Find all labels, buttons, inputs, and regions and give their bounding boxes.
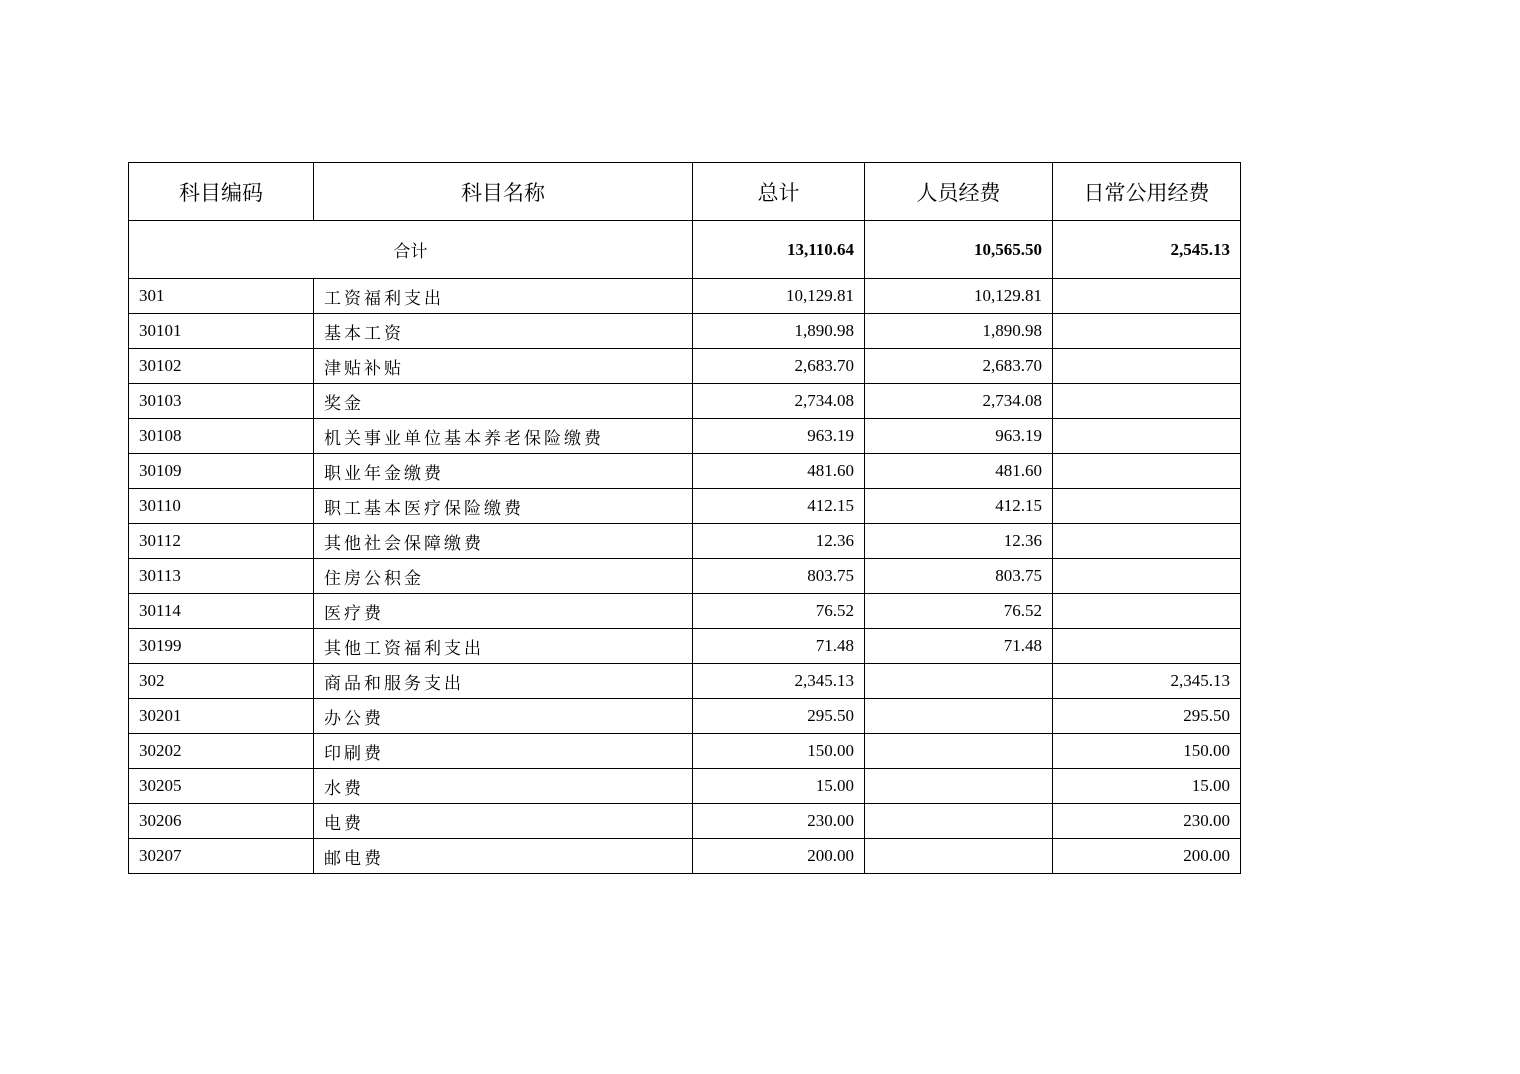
row-staff: 803.75 xyxy=(865,559,1053,594)
row-code: 30103 xyxy=(129,384,314,419)
row-name: 职工基本医疗保险缴费 xyxy=(314,489,693,524)
row-total: 200.00 xyxy=(693,839,865,874)
table-row xyxy=(129,664,1241,699)
row-name: 其他社会保障缴费 xyxy=(314,524,693,559)
table-row xyxy=(129,314,1241,349)
budget-table xyxy=(128,162,1241,874)
row-code: 30114 xyxy=(129,594,314,629)
row-total: 963.19 xyxy=(693,419,865,454)
summary-daily: 2,545.13 xyxy=(1053,221,1241,279)
row-daily xyxy=(1053,559,1241,594)
row-name: 商品和服务支出 xyxy=(314,664,693,699)
row-daily xyxy=(1053,594,1241,629)
row-total: 295.50 xyxy=(693,699,865,734)
header-total: 总计 xyxy=(693,163,865,221)
row-code: 302 xyxy=(129,664,314,699)
row-daily xyxy=(1053,629,1241,664)
table-row xyxy=(129,349,1241,384)
summary-total: 13,110.64 xyxy=(693,221,865,279)
header-daily: 日常公用经费 xyxy=(1053,163,1241,221)
row-staff: 481.60 xyxy=(865,454,1053,489)
row-code: 30113 xyxy=(129,559,314,594)
table-row xyxy=(129,769,1241,804)
row-staff: 10,129.81 xyxy=(865,279,1053,314)
row-name: 奖金 xyxy=(314,384,693,419)
row-staff xyxy=(865,699,1053,734)
row-total: 12.36 xyxy=(693,524,865,559)
header-name: 科目名称 xyxy=(314,163,693,221)
row-name: 工资福利支出 xyxy=(314,279,693,314)
row-staff xyxy=(865,664,1053,699)
summary-staff: 10,565.50 xyxy=(865,221,1053,279)
row-code: 30109 xyxy=(129,454,314,489)
row-name: 住房公积金 xyxy=(314,559,693,594)
table-row xyxy=(129,734,1241,769)
summary-label: 合计 xyxy=(129,221,693,279)
row-code: 301 xyxy=(129,279,314,314)
row-daily: 295.50 xyxy=(1053,699,1241,734)
header-code: 科目编码 xyxy=(129,163,314,221)
row-total: 230.00 xyxy=(693,804,865,839)
row-staff: 2,683.70 xyxy=(865,349,1053,384)
row-name: 邮电费 xyxy=(314,839,693,874)
row-total: 803.75 xyxy=(693,559,865,594)
row-daily xyxy=(1053,314,1241,349)
table-row xyxy=(129,454,1241,489)
row-total: 150.00 xyxy=(693,734,865,769)
row-name: 职业年金缴费 xyxy=(314,454,693,489)
row-staff xyxy=(865,769,1053,804)
row-code: 30108 xyxy=(129,419,314,454)
summary-row xyxy=(129,221,1241,279)
row-name: 印刷费 xyxy=(314,734,693,769)
row-code: 30112 xyxy=(129,524,314,559)
row-daily: 200.00 xyxy=(1053,839,1241,874)
row-staff: 71.48 xyxy=(865,629,1053,664)
row-total: 412.15 xyxy=(693,489,865,524)
row-staff: 412.15 xyxy=(865,489,1053,524)
table-row xyxy=(129,594,1241,629)
row-daily: 15.00 xyxy=(1053,769,1241,804)
table-row xyxy=(129,384,1241,419)
row-code: 30110 xyxy=(129,489,314,524)
row-staff: 1,890.98 xyxy=(865,314,1053,349)
row-total: 71.48 xyxy=(693,629,865,664)
row-name: 医疗费 xyxy=(314,594,693,629)
row-code: 30102 xyxy=(129,349,314,384)
row-name: 机关事业单位基本养老保险缴费 xyxy=(314,419,693,454)
header-row xyxy=(129,163,1241,221)
row-total: 15.00 xyxy=(693,769,865,804)
table-row xyxy=(129,419,1241,454)
header-staff: 人员经费 xyxy=(865,163,1053,221)
row-name: 其他工资福利支出 xyxy=(314,629,693,664)
row-total: 2,345.13 xyxy=(693,664,865,699)
table-row xyxy=(129,699,1241,734)
row-code: 30205 xyxy=(129,769,314,804)
row-total: 1,890.98 xyxy=(693,314,865,349)
row-code: 30201 xyxy=(129,699,314,734)
row-daily: 2,345.13 xyxy=(1053,664,1241,699)
table-row xyxy=(129,524,1241,559)
row-daily xyxy=(1053,524,1241,559)
row-code: 30101 xyxy=(129,314,314,349)
row-staff xyxy=(865,734,1053,769)
row-total: 2,683.70 xyxy=(693,349,865,384)
row-daily xyxy=(1053,349,1241,384)
row-staff xyxy=(865,839,1053,874)
row-code: 30202 xyxy=(129,734,314,769)
row-code: 30199 xyxy=(129,629,314,664)
row-daily: 230.00 xyxy=(1053,804,1241,839)
row-daily: 150.00 xyxy=(1053,734,1241,769)
row-total: 2,734.08 xyxy=(693,384,865,419)
row-daily xyxy=(1053,419,1241,454)
table-row xyxy=(129,629,1241,664)
row-name: 办公费 xyxy=(314,699,693,734)
row-total: 481.60 xyxy=(693,454,865,489)
row-total: 76.52 xyxy=(693,594,865,629)
table-row xyxy=(129,489,1241,524)
row-name: 津贴补贴 xyxy=(314,349,693,384)
row-daily xyxy=(1053,384,1241,419)
table-row xyxy=(129,839,1241,874)
table-row xyxy=(129,804,1241,839)
row-code: 30207 xyxy=(129,839,314,874)
table-row xyxy=(129,559,1241,594)
row-name: 基本工资 xyxy=(314,314,693,349)
row-daily xyxy=(1053,454,1241,489)
row-daily xyxy=(1053,489,1241,524)
row-total: 10,129.81 xyxy=(693,279,865,314)
row-staff: 2,734.08 xyxy=(865,384,1053,419)
row-daily xyxy=(1053,279,1241,314)
row-staff: 963.19 xyxy=(865,419,1053,454)
row-name: 水费 xyxy=(314,769,693,804)
row-staff: 76.52 xyxy=(865,594,1053,629)
row-staff: 12.36 xyxy=(865,524,1053,559)
row-name: 电费 xyxy=(314,804,693,839)
row-staff xyxy=(865,804,1053,839)
row-code: 30206 xyxy=(129,804,314,839)
table-row xyxy=(129,279,1241,314)
